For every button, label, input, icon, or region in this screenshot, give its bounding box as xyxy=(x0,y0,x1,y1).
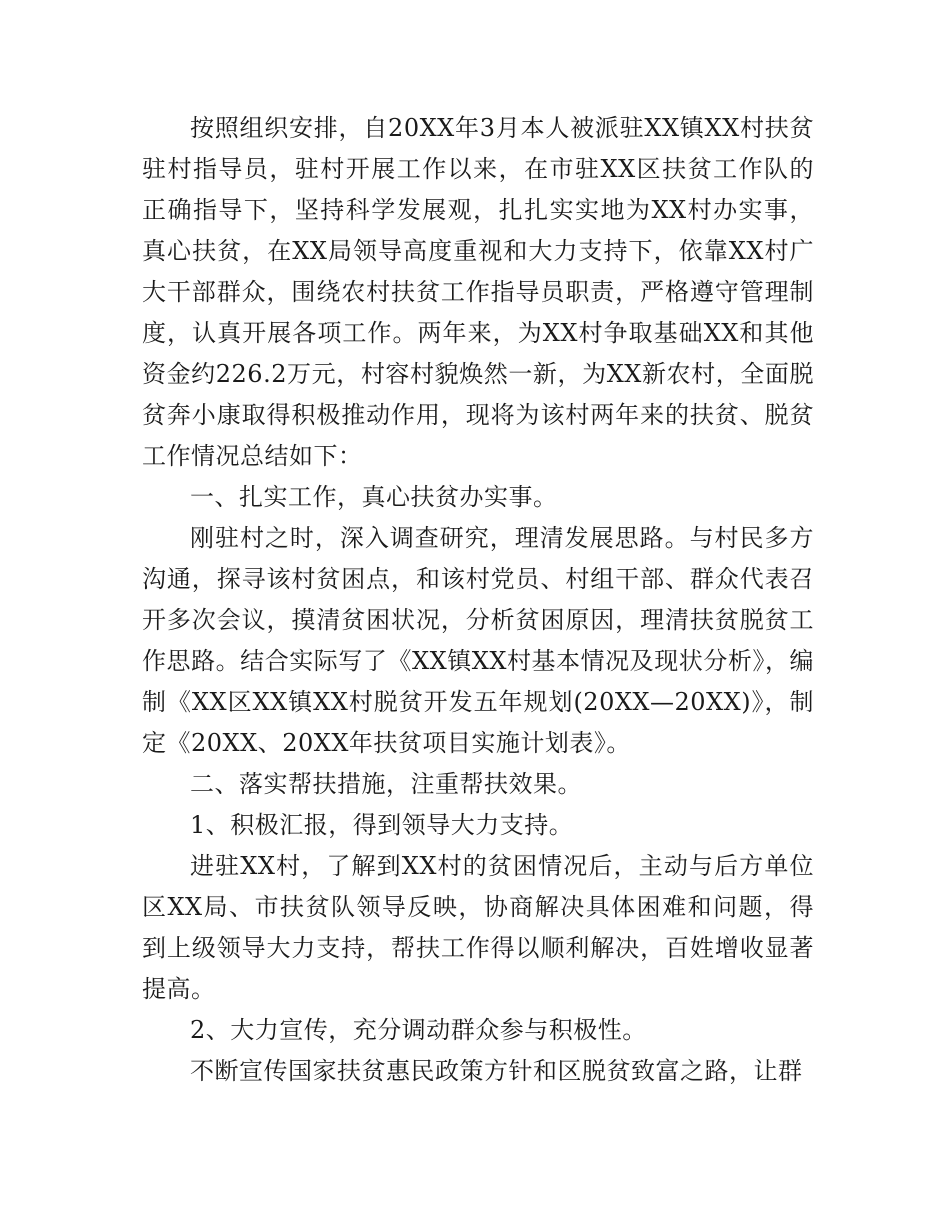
paragraph-publicity: 不断宣传国家扶贫惠民政策方针和区脱贫致富之路，让群 xyxy=(190,1057,803,1085)
subheading-one: 1、积极汇报，得到领导大力支持。 xyxy=(190,811,574,839)
document-body xyxy=(142,108,814,1092)
paragraph-investigation: 刚驻村之时，深入调查研究，理清发展思路。与村民多方沟通，探寻该村贫困点，和该村党员、村组干部、群众代表召开多次会议，摸清贫困状况，分析贫困原因，理清扶贫脱贫工作思路。结合实际写了《XX镇XX村基本情况及现状分析》，编制《XX区XX镇XX村脱贫开发五年规划(20XX—20XX)》，制定《20XX、20XX年扶贫项目实施计划表》。 xyxy=(142,524,814,757)
section-heading-two: 二、落实帮扶措施，注重帮扶效果。 xyxy=(190,770,582,798)
paragraph-intro: 按照组织安排，自20XX年3月本人被派驻XX镇XX村扶贫驻村指导员，驻村开展工作以来，在市驻XX区扶贫工作队的正确指导下，坚持科学发展观，扎扎实实地为XX村办实事，真心扶贫，在XX局领导高度重视和大力支持下，依靠XX村广大干部群众，围绕农村扶贫工作指导员职责，严格遵守管理制度，认真开展各项工作。两年来，为XX村争取基础XX和其他资金约226.2万元，村容村貌焕然一新，为XX新农村，全面脱贫奔小康取得积极推动作用，现将为该村两年来的扶贫、脱贫工作情况总结如下： xyxy=(142,114,814,470)
subheading-two: 2、大力宣传，充分调动群众参与积极性。 xyxy=(190,1016,647,1044)
paragraph-report: 进驻XX村，了解到XX村的贫困情况后，主动与后方单位区XX局、市扶贫队领导反映，协商解决具体困难和问题，得到上级领导大力支持，帮扶工作得以顺利解决，百姓增收显著提高。 xyxy=(142,852,814,1003)
section-heading-one: 一、扎实工作，真心扶贫办实事。 xyxy=(190,483,558,511)
